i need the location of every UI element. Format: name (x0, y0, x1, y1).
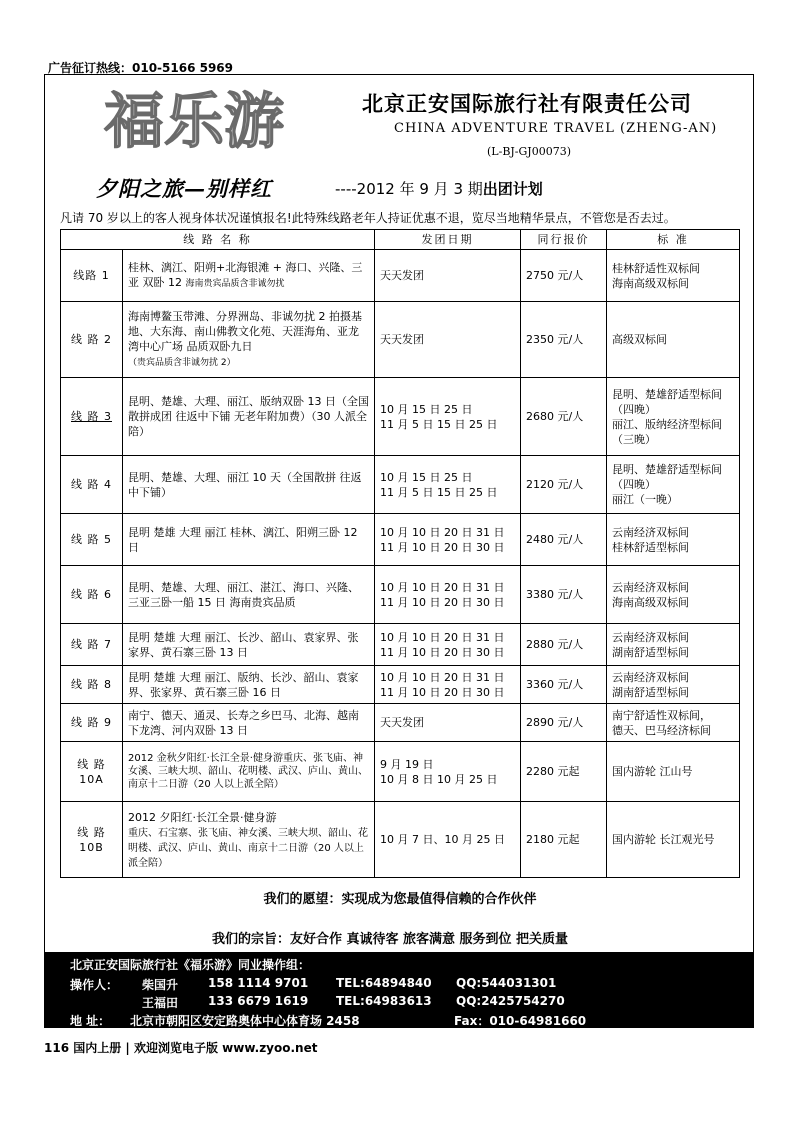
route-id: 线路 1 (61, 250, 123, 302)
route-id: 线 路 7 (61, 624, 123, 666)
fax: Fax：010-64981660 (454, 1014, 587, 1028)
route-name: 昆明 楚雄 大理 丽江、长沙、韶山、袁家界、张家界、黄石寨三卧 13 日 (123, 624, 375, 666)
address-label: 地 址： (70, 1014, 111, 1028)
header-price: 同行报价 (521, 230, 607, 250)
route-id (61, 378, 123, 456)
route-id: 线 路 10A (61, 742, 123, 802)
routes-body (61, 250, 740, 878)
operator-2-qq: QQ:2425754270 (456, 994, 565, 1008)
route-price: 2280 元起 (521, 742, 607, 802)
table-row (61, 250, 740, 302)
route-standard: 国内游轮 江山号 (607, 742, 740, 802)
table-row (61, 302, 740, 378)
route-dates: 10 月 10 日 20 日 31 日 11 月 10 日 20 日 30 日 (375, 666, 521, 704)
route-price: 2180 元起 (521, 802, 607, 878)
operator-2-tel: TEL:64983613 (336, 994, 432, 1008)
route-dates: 天天发团 (375, 250, 521, 302)
route-price: 2350 元/人 (521, 302, 607, 378)
route-id: 线 路 10B (61, 802, 123, 878)
route-name (123, 250, 375, 302)
route-id-text: 线 路 3 (71, 410, 112, 423)
route-dates: 10 月 7 日、10 月 25 日 (375, 802, 521, 878)
operators-label: 操作人： (70, 978, 119, 992)
operator-1-tel: TEL:64894840 (336, 976, 432, 990)
route-name: 昆明、楚雄、大理、丽江、版纳双卧 13 日（全国散拼成团 往返中下铺 无老年附加费）（30 人派全陪） (123, 378, 375, 456)
route-name-text: 海南博鳌玉带滩、分界洲岛、非诚勿扰 2 拍摄基地、大东海、南山佛教文化苑、天涯海角、亚龙湾中心广场 品质双卧九日 (128, 309, 362, 353)
license-number: (L-BJ-GJ00073) (487, 145, 572, 158)
route-name (123, 802, 375, 878)
route-dates: 10 月 15 日 25 日 11 月 5 日 15 日 25 日 (375, 378, 521, 456)
route-name-note: （贵宾品质含非诚勿扰 2） (128, 357, 236, 368)
slogan: 夕阳之旅—别样红 (96, 176, 272, 201)
company-name-cn: 北京正安国际旅行社有限责任公司 (362, 91, 692, 116)
page-footer: 116 国内上册 | 欢迎浏览电子版 www.zyoo.net (44, 1041, 318, 1055)
route-standard: 国内游轮 长江观光号 (607, 802, 740, 878)
operators-panel (44, 952, 754, 1028)
route-id: 线 路 8 (61, 666, 123, 704)
route-price: 3380 元/人 (521, 566, 607, 624)
route-id: 线 路 5 (61, 514, 123, 566)
route-dates: 9 月 19 日 10 月 8 日 10 月 25 日 (375, 742, 521, 802)
operators-title: 北京正安国际旅行社《福乐游》同业操作组： (70, 958, 311, 972)
issue-prefix: ----2012 年 9 月 3 期 (335, 180, 483, 198)
route-dates: 10 月 15 日 25 日 11 月 5 日 15 日 25 日 (375, 456, 521, 514)
table-row (61, 378, 740, 456)
route-price: 2890 元/人 (521, 704, 607, 742)
route-price: 2750 元/人 (521, 250, 607, 302)
operator-1-name: 柴国升 (142, 978, 179, 992)
route-name (123, 302, 375, 378)
route-name: 2012 金秋夕阳红·长江全景·健身游重庆、张飞庙、神女溪、三峡大坝、韶山、花明楼、武汉、庐山、黄山、南京十二日游（20 人以上派全陪） (123, 742, 375, 802)
tenet-statement: 我们的宗旨：友好合作 真诚待客 旅客满意 服务到位 把关质量 (211, 932, 569, 947)
table-row (61, 742, 740, 802)
table-row (61, 456, 740, 514)
operator-1-phone: 158 1114 9701 (208, 976, 309, 990)
route-standard: 南宁舒适性双标间， 德天、巴马经济标间 (607, 704, 740, 742)
route-standard: 桂林舒适性双标间 海南高级双标间 (607, 250, 740, 302)
route-price: 3360 元/人 (521, 666, 607, 704)
route-price: 2680 元/人 (521, 378, 607, 456)
table-row (61, 802, 740, 878)
route-id: 线 路 9 (61, 704, 123, 742)
company-name-en: CHINA ADVENTURE TRAVEL (ZHENG-AN) (394, 121, 718, 136)
issue-suffix: 出团计划 (482, 180, 543, 198)
route-price: 2880 元/人 (521, 624, 607, 666)
ad-hotline: 广告征订热线：010-5166 5969 (48, 61, 234, 75)
table-row (61, 624, 740, 666)
route-standard: 云南经济双标间 湖南舒适型标间 (607, 624, 740, 666)
routes-table (60, 229, 740, 878)
route-standard: 云南经济双标间 湖南舒适型标间 (607, 666, 740, 704)
route-standard: 云南经济双标间 海南高级双标间 (607, 566, 740, 624)
table-row (61, 514, 740, 566)
issue-title (335, 178, 543, 199)
route-price: 2480 元/人 (521, 514, 607, 566)
operator-2-name: 王福田 (142, 996, 179, 1010)
table-header-row (61, 230, 740, 250)
route-dates: 天天发团 (375, 704, 521, 742)
logo-text: 福乐游 (104, 87, 284, 156)
route-dates: 10 月 10 日 20 日 31 日 11 月 10 日 20 日 30 日 (375, 566, 521, 624)
route-standard: 云南经济双标间 桂林舒适型标间 (607, 514, 740, 566)
route-id: 线 路 6 (61, 566, 123, 624)
route-price: 2120 元/人 (521, 456, 607, 514)
route-dates: 10 月 10 日 20 日 31 日 11 月 10 日 20 日 30 日 (375, 514, 521, 566)
route-name-text: 2012 夕阳红·长江全景·健身游 (128, 810, 277, 824)
header-standard: 标 准 (607, 230, 740, 250)
route-name: 昆明 楚雄 大理 丽江、版纳、长沙、韶山、袁家界、张家界、黄石寨三卧 16 日 (123, 666, 375, 704)
operator-2-phone: 133 6679 1619 (208, 994, 309, 1008)
route-dates: 天天发团 (375, 302, 521, 378)
route-name-note: 海南贵宾品质含非诚勿扰 (185, 278, 285, 289)
address: 北京市朝阳区安定路奥体中心体育场 2458 (130, 1014, 360, 1028)
route-name: 昆明、楚雄、大理、丽江、湛江、海口、兴隆、三亚三卧一船 15 日 海南贵宾品质 (123, 566, 375, 624)
route-name: 南宁、德天、通灵、长寿之乡巴马、北海、越南下龙湾、河内双卧 13 日 (123, 704, 375, 742)
notice-text: 凡请 70 岁以上的客人视身体状况谨慎报名!此特殊线路老年人持证优惠不退，览尽当地精华景点，不管您是否去过。 (60, 211, 676, 225)
route-name-note: 重庆、石宝寨、张飞庙、神女溪、三峡大坝、韶山、花明楼、武汉、庐山、黄山、南京十二日游（20 人以上派全陪） (128, 827, 368, 869)
route-id: 线 路 2 (61, 302, 123, 378)
table-row (61, 704, 740, 742)
route-name-text: 桂林、漓江、阳朔+北海银滩 + 海口、兴隆、三亚 双卧 12 (128, 260, 363, 289)
table-row (61, 666, 740, 704)
header-departure-date: 发团日期 (375, 230, 521, 250)
fuleyou-logo (100, 84, 346, 156)
vision-statement: 我们的愿望：实现成为您最值得信赖的合作伙伴 (263, 892, 537, 907)
route-standard: 高级双标间 (607, 302, 740, 378)
route-dates: 10 月 10 日 20 日 31 日 11 月 10 日 20 日 30 日 (375, 624, 521, 666)
route-standard: 昆明、楚雄舒适型标间 （四晚） 丽江、版纳经济型标间 （三晚） (607, 378, 740, 456)
operator-1-qq: QQ:544031301 (456, 976, 557, 990)
header-route-name: 线 路 名 称 (61, 230, 375, 250)
table-row (61, 566, 740, 624)
route-name: 昆明 楚雄 大理 丽江 桂林、漓江、阳朔三卧 12 日 (123, 514, 375, 566)
route-standard: 昆明、楚雄舒适型标间 （四晚） 丽江（一晚） (607, 456, 740, 514)
route-id: 线 路 4 (61, 456, 123, 514)
route-name: 昆明、楚雄、大理、丽江 10 天（全国散拼 往返中下铺） (123, 456, 375, 514)
